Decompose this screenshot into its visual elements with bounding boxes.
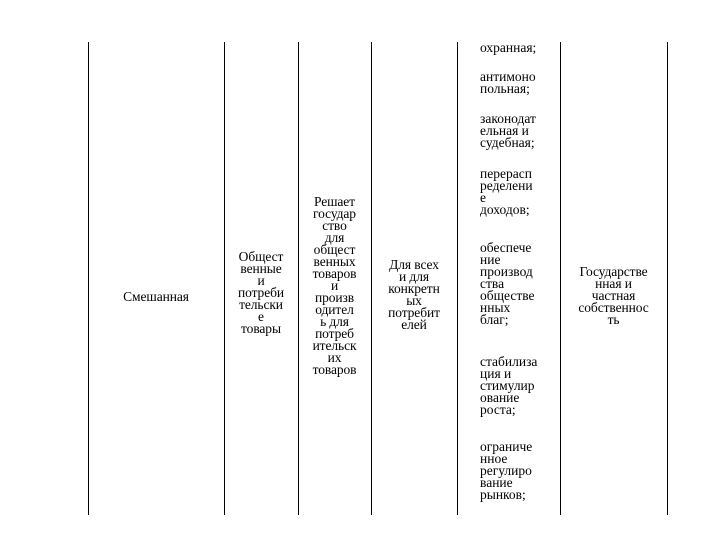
function-line: охранная; [480, 40, 537, 55]
decision-line: и [330, 278, 339, 293]
objects-line: и [257, 273, 265, 288]
decision-line: Решает [313, 194, 355, 209]
consumers-line: потребит [388, 305, 440, 320]
function-item [480, 168, 533, 216]
decision-line: товаров [312, 362, 357, 377]
consumers-line: елей [401, 317, 427, 332]
function-line: благ; [480, 312, 509, 327]
consumers-line: ых [406, 293, 422, 308]
economy-type-cell [88, 291, 224, 303]
function-line: производ [480, 264, 533, 279]
function-line: ция и [480, 366, 512, 381]
consumers-cell [371, 259, 457, 331]
economy-type-label: Смешанная [123, 289, 189, 304]
objects-line: е [258, 309, 264, 324]
decision-line: ство [322, 218, 347, 233]
function-item [480, 356, 537, 416]
ownership-line: Государстве [579, 264, 648, 279]
objects-line: Общест [238, 249, 284, 264]
objects-line: потреби [238, 285, 284, 300]
function-line: обществе [480, 288, 535, 303]
decision-cell [298, 196, 371, 376]
function-line: польная; [480, 81, 530, 96]
function-line: судебная; [480, 135, 535, 150]
function-line: ограниче [480, 439, 533, 454]
function-item [480, 242, 535, 326]
function-line: роста; [480, 402, 516, 417]
decision-line: для [324, 230, 345, 245]
ownership-line: собственнос [578, 300, 649, 315]
objects-line: товары [241, 321, 281, 336]
objects-cell [224, 251, 298, 335]
function-line: перерасп [480, 166, 532, 181]
ownership-line: частная [591, 288, 636, 303]
function-line: стимулир [480, 378, 535, 393]
function-line: ства [480, 276, 505, 291]
function-line: рынков; [480, 487, 526, 502]
function-line: обеспече [480, 240, 532, 255]
table-border-5 [457, 42, 458, 515]
function-item [480, 441, 532, 501]
decision-line: венных [313, 254, 356, 269]
consumers-line: конкретн [388, 281, 440, 296]
table-border-left [88, 42, 89, 515]
ownership-cell [560, 266, 667, 326]
objects-line: тельски [239, 297, 283, 312]
function-line: нное [480, 451, 508, 466]
ownership-line: нная и [595, 276, 632, 291]
function-line: ределени [480, 178, 533, 193]
function-line: ование [480, 390, 520, 405]
decision-line: их [327, 350, 342, 365]
function-line: антимоно [480, 69, 536, 84]
function-line: ние [480, 252, 501, 267]
decision-line: одител [315, 302, 354, 317]
consumers-line: Для всех [389, 257, 439, 272]
decision-line: произв [314, 290, 355, 305]
decision-line: товаров [312, 266, 357, 281]
table-border-right [667, 42, 668, 515]
objects-line: венные [240, 261, 282, 276]
ownership-line: ть [607, 312, 620, 327]
function-line: е [480, 190, 486, 205]
function-line: доходов; [480, 202, 530, 217]
decision-line: государ [313, 206, 356, 221]
decision-line: потреб [315, 326, 354, 341]
decision-line: общест [313, 242, 356, 257]
function-line: регулиро [480, 463, 532, 478]
decision-line: ь для [320, 314, 349, 329]
function-line: вание [480, 475, 513, 490]
function-line: стабилиза [480, 354, 538, 369]
function-item [480, 42, 536, 54]
function-line: законодат [480, 111, 536, 126]
consumers-line: и для [399, 269, 429, 284]
function-line: ельная и [480, 123, 529, 138]
function-item [480, 113, 536, 149]
function-item [480, 71, 536, 95]
decision-line: ительск [312, 338, 357, 353]
function-line: нных [480, 300, 511, 315]
